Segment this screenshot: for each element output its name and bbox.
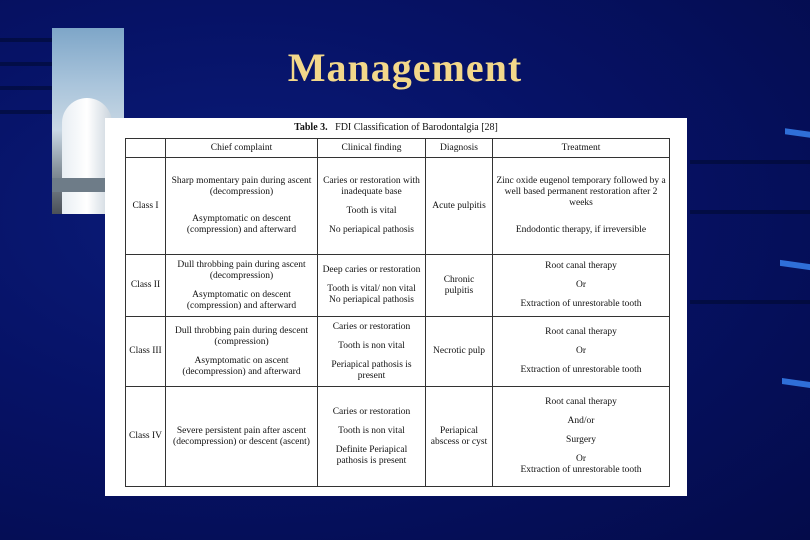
class-label: Class IV bbox=[126, 387, 166, 487]
header-treatment: Treatment bbox=[493, 139, 670, 158]
finding-text: No periapical pathosis bbox=[329, 225, 414, 235]
chief-complaint-cell bbox=[166, 317, 318, 387]
chief-complaint-cell bbox=[166, 387, 318, 487]
class-label: Class III bbox=[126, 317, 166, 387]
accent-dash bbox=[780, 260, 810, 270]
complaint-text: Asymptomatic on ascent (decompression) and afterward bbox=[182, 355, 301, 377]
finding-text: Tooth is non vital bbox=[338, 340, 405, 351]
table-row bbox=[126, 255, 670, 317]
class-label: Class I bbox=[126, 158, 166, 255]
treatment-text: Root canal therapy bbox=[545, 327, 617, 337]
accent-dash bbox=[785, 128, 810, 138]
treatment-cell bbox=[493, 158, 670, 255]
treatment-text: Or bbox=[575, 346, 587, 356]
treatment-text: Or bbox=[575, 454, 587, 464]
treatment-text: And/or bbox=[567, 416, 595, 426]
background-stripe bbox=[690, 160, 810, 164]
diagnosis-cell: Chronic pulpitis bbox=[426, 255, 493, 317]
slide-title: Management bbox=[287, 45, 523, 90]
clinical-finding-cell bbox=[318, 387, 426, 487]
complaint-text: Dull throbbing pain during ascent (decompression) bbox=[177, 259, 306, 281]
finding-text: Caries or restoration bbox=[332, 406, 411, 417]
finding-text: Definite Periapical pathosis is present bbox=[335, 444, 408, 466]
classification-table bbox=[125, 138, 670, 487]
background-stripe bbox=[0, 38, 60, 42]
treatment-cell bbox=[493, 317, 670, 387]
treatment-text: Endodontic therapy, if irreversible bbox=[515, 225, 647, 235]
treatment-cell bbox=[493, 387, 670, 487]
header-clinical-finding: Clinical finding bbox=[318, 139, 426, 158]
complaint-text: Dull throbbing pain during descent (compression) bbox=[175, 325, 308, 347]
chief-complaint-cell bbox=[166, 158, 318, 255]
finding-text: Periapical pathosis is present bbox=[331, 359, 412, 381]
background-stripe bbox=[690, 210, 810, 214]
clinical-finding-cell bbox=[318, 255, 426, 317]
clinical-finding-cell bbox=[318, 317, 426, 387]
header-class bbox=[126, 139, 166, 158]
treatment-text: Or bbox=[575, 280, 587, 290]
complaint-text: Asymptomatic on descent (compression) and afterward bbox=[186, 289, 297, 311]
header-chief-complaint: Chief complaint bbox=[166, 139, 318, 158]
complaint-text: Sharp momentary pain during ascent (decompression) bbox=[171, 176, 312, 197]
treatment-text: Root canal therapy bbox=[545, 397, 617, 407]
table-row bbox=[126, 158, 670, 255]
finding-text: Tooth is vital bbox=[346, 206, 397, 216]
background-stripe bbox=[690, 300, 810, 304]
finding-text: Tooth is non vital bbox=[338, 425, 405, 436]
table-caption-text: FDI Classification of Barodontalgia [28] bbox=[335, 122, 498, 133]
table-caption-label: Table 3. bbox=[294, 122, 328, 133]
treatment-text: Extraction of unrestorable tooth bbox=[520, 299, 642, 309]
diagnosis-cell: Acute pulpitis bbox=[426, 158, 493, 255]
finding-text: Caries or restoration bbox=[332, 321, 411, 332]
table-image bbox=[105, 118, 687, 496]
finding-text: Caries or restoration with inadequate base bbox=[323, 176, 420, 197]
diagnosis-cell: Periapical abscess or cyst bbox=[426, 387, 493, 487]
treatment-text: Zinc oxide eugenol temporary followed by a well based permanent restoration after 2 weeks bbox=[496, 176, 666, 208]
table-header-row bbox=[126, 139, 670, 158]
finding-text: Deep caries or restoration bbox=[322, 265, 421, 275]
treatment-text: Root canal therapy bbox=[545, 261, 617, 271]
treatment-text: Surgery bbox=[566, 435, 596, 445]
diagnosis-cell: Necrotic pulp bbox=[426, 317, 493, 387]
table-row bbox=[126, 387, 670, 487]
table-row bbox=[126, 317, 670, 387]
finding-text: Tooth is vital/ non vital bbox=[327, 284, 416, 294]
header-diagnosis: Diagnosis bbox=[426, 139, 493, 158]
table-caption bbox=[105, 122, 687, 133]
complaint-text: Severe persistent pain after ascent (decompression) or descent (ascent) bbox=[173, 425, 310, 447]
treatment-cell bbox=[493, 255, 670, 317]
treatment-text: Extraction of unrestorable tooth bbox=[520, 365, 642, 375]
accent-dash bbox=[782, 378, 810, 388]
chief-complaint-cell bbox=[166, 255, 318, 317]
class-label: Class II bbox=[126, 255, 166, 317]
complaint-text: Asymptomatic on descent (compression) and afterward bbox=[186, 214, 297, 235]
treatment-text: Extraction of unrestorable tooth bbox=[520, 465, 642, 475]
clinical-finding-cell bbox=[318, 158, 426, 255]
background-stripe bbox=[0, 110, 55, 114]
finding-text: No periapical pathosis bbox=[329, 295, 414, 305]
